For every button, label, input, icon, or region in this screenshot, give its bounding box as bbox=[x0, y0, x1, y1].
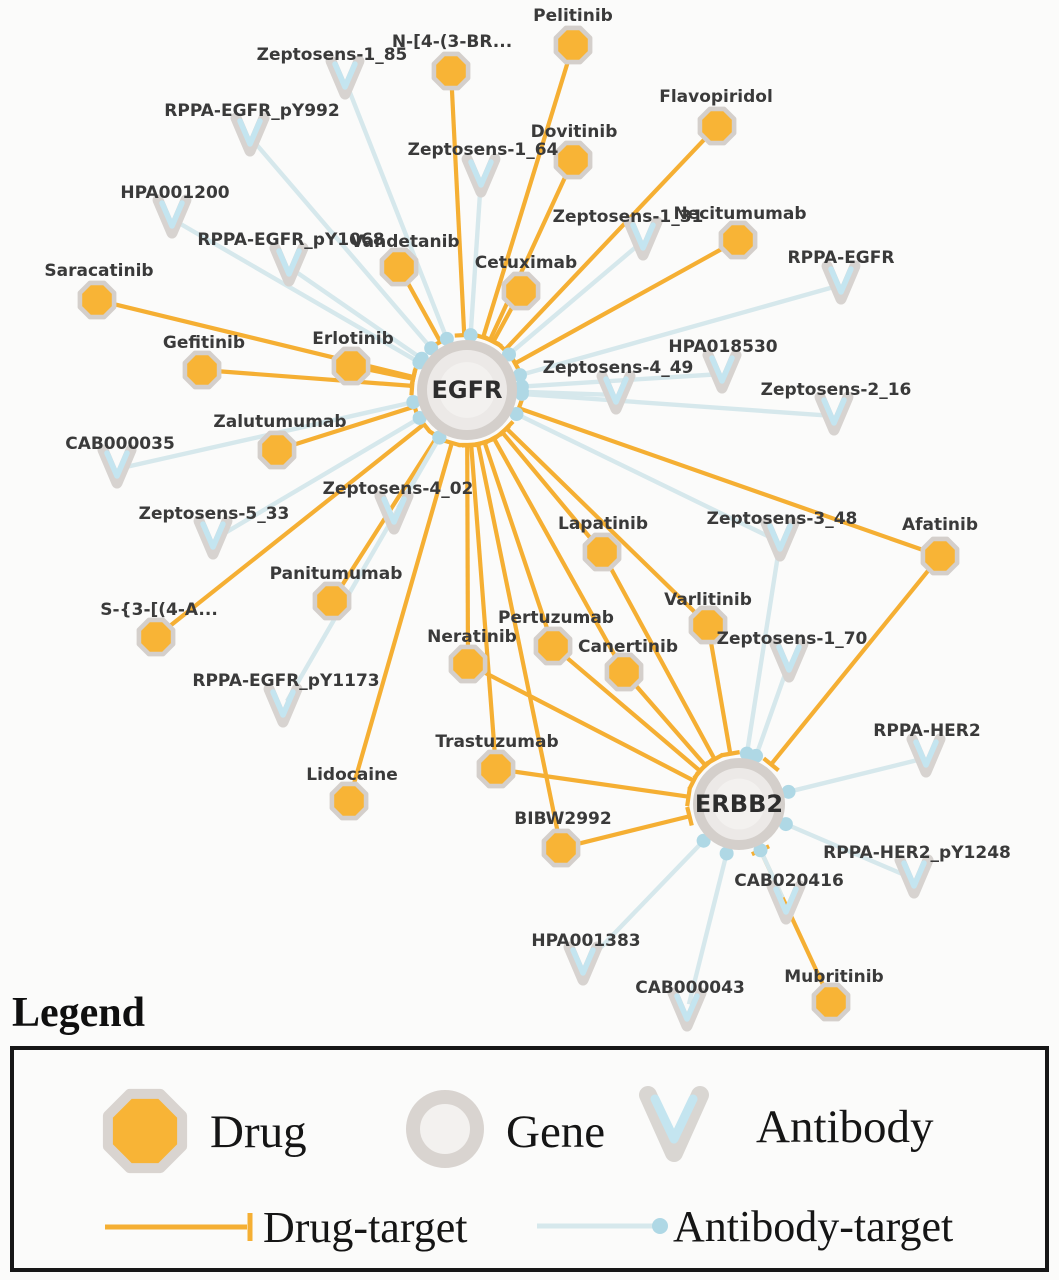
node-hpa018530[interactable] bbox=[708, 355, 736, 388]
node-label-zeptosens_1_31: Zeptosens-1_31 bbox=[552, 207, 704, 227]
node-pertuzumab[interactable] bbox=[536, 629, 570, 663]
node-label-rppa_egfr_py992: RPPA-EGFR_pY992 bbox=[164, 101, 340, 121]
node-pelitinib[interactable] bbox=[556, 28, 590, 62]
node-cab000035[interactable] bbox=[103, 450, 131, 483]
node-label-cab000043: CAB000043 bbox=[635, 978, 745, 998]
node-bibw2992[interactable] bbox=[544, 831, 578, 865]
node-label-rppa_her2_py1248: RPPA-HER2_pY1248 bbox=[823, 843, 1011, 863]
node-trastuzumab[interactable] bbox=[479, 752, 513, 786]
legend-box bbox=[10, 1046, 1049, 1272]
node-label-panitumumab: Panitumumab bbox=[269, 564, 403, 584]
node-vandetanib[interactable] bbox=[382, 250, 416, 284]
node-label-lapatinib: Lapatinib bbox=[558, 514, 648, 534]
node-EGFR[interactable] bbox=[422, 345, 512, 435]
node-label-zeptosens_1_85: Zeptosens-1_85 bbox=[256, 45, 408, 65]
node-label-zeptosens_1_70: Zeptosens-1_70 bbox=[716, 629, 868, 649]
legend-drug-label: Drug bbox=[210, 1106, 307, 1158]
node-label-pelitinib: Pelitinib bbox=[533, 6, 613, 26]
node-label-zeptosens_5_33: Zeptosens-5_33 bbox=[138, 504, 290, 524]
node-label-s_3_4_a: S-{3-[(4-A... bbox=[100, 600, 218, 620]
node-zeptosens_5_33[interactable] bbox=[199, 521, 227, 554]
node-saracatinib[interactable] bbox=[80, 283, 114, 317]
node-zeptosens_1_85[interactable] bbox=[331, 61, 359, 94]
node-neratinib[interactable] bbox=[451, 647, 485, 681]
node-label-flavopiridol: Flavopiridol bbox=[659, 87, 773, 107]
node-afatinib[interactable] bbox=[923, 539, 957, 573]
node-label-afatinib: Afatinib bbox=[901, 515, 979, 535]
node-necitumumab[interactable] bbox=[721, 223, 755, 257]
node-label-trastuzumab: Trastuzumab bbox=[435, 732, 559, 752]
node-lapatinib[interactable] bbox=[585, 535, 619, 569]
edge-zeptosens_3_48-ERBB2 bbox=[740, 550, 779, 761]
node-label-hpa001200: HPA001200 bbox=[120, 183, 230, 203]
node-hpa001383[interactable] bbox=[569, 947, 597, 980]
edge-rppa_her2-ERBB2 bbox=[782, 760, 919, 799]
node-label-zeptosens_3_48: Zeptosens-3_48 bbox=[706, 509, 858, 529]
legend-gene-label: Gene bbox=[506, 1106, 606, 1158]
node-label-cab020416: CAB020416 bbox=[734, 871, 844, 891]
node-rppa_her2[interactable] bbox=[912, 739, 940, 772]
node-zeptosens_2_16[interactable] bbox=[820, 397, 848, 430]
drug-octagon-icon bbox=[108, 1094, 182, 1168]
node-n_4_3_br[interactable] bbox=[434, 54, 468, 88]
node-zalutumumab[interactable] bbox=[260, 433, 294, 467]
node-s_3_4_a[interactable] bbox=[139, 620, 173, 654]
node-label-rppa_egfr_py1173: RPPA-EGFR_pY1173 bbox=[192, 671, 380, 691]
node-lidocaine[interactable] bbox=[332, 784, 366, 818]
node-label-neratinib: Neratinib bbox=[427, 627, 517, 647]
node-label-cab000035: CAB000035 bbox=[65, 434, 175, 454]
node-panitumumab[interactable] bbox=[315, 584, 349, 618]
node-label-hpa018530: HPA018530 bbox=[668, 337, 778, 357]
node-label-zeptosens_2_16: Zeptosens-2_16 bbox=[760, 380, 912, 400]
gene-circle-icon bbox=[413, 1097, 477, 1161]
node-label-zeptosens_1_64: Zeptosens-1_64 bbox=[407, 140, 559, 160]
edge-varlitinib-ERBB2 bbox=[711, 640, 740, 756]
node-hpa001200[interactable] bbox=[158, 200, 186, 233]
node-label-varlitinib: Varlitinib bbox=[664, 590, 752, 610]
node-label-vandetanib: Vandetanib bbox=[350, 232, 460, 252]
node-cetuximab[interactable] bbox=[504, 274, 538, 308]
legend-antibody-target-label: Antibody-target bbox=[673, 1202, 954, 1251]
node-canertinib[interactable] bbox=[607, 655, 641, 689]
node-flavopiridol[interactable] bbox=[700, 109, 734, 143]
legend-antibody-label: Antibody bbox=[756, 1101, 934, 1153]
node-rppa_egfr[interactable] bbox=[827, 266, 855, 299]
node-label-pertuzumab: Pertuzumab bbox=[498, 608, 614, 628]
edge-flavopiridol-EGFR bbox=[498, 137, 707, 357]
node-erlotinib[interactable] bbox=[334, 349, 368, 383]
edge-zeptosens_1_85-EGFR bbox=[348, 87, 454, 345]
node-label-erlotinib: Erlotinib bbox=[312, 329, 394, 349]
node-mubritinib[interactable] bbox=[814, 985, 848, 1019]
node-rppa_egfr_py1173[interactable] bbox=[269, 689, 297, 722]
legend-title: Legend bbox=[12, 990, 146, 1036]
gene-label-ERBB2: ERBB2 bbox=[694, 790, 784, 818]
legend-drug-target-label: Drug-target bbox=[263, 1203, 468, 1252]
node-label-n_4_3_br: N-[4-(3-BR... bbox=[391, 32, 513, 52]
node-dovitinib[interactable] bbox=[556, 143, 590, 177]
node-rppa_her2_py1248[interactable] bbox=[900, 860, 928, 893]
node-label-rppa_egfr_py1068: RPPA-EGFR_pY1068 bbox=[197, 230, 385, 250]
edge-canertinib-ERBB2 bbox=[634, 683, 713, 771]
node-label-necitumumab: Necitumumab bbox=[673, 204, 807, 224]
edge-n_4_3_br-EGFR bbox=[452, 86, 474, 336]
node-label-bibw2992: BIBW2992 bbox=[514, 809, 612, 829]
node-label-hpa001383: HPA001383 bbox=[531, 931, 641, 951]
gene-label-EGFR: EGFR bbox=[431, 376, 503, 404]
node-label-saracatinib: Saracatinib bbox=[44, 261, 154, 281]
edge-layer bbox=[112, 59, 931, 1004]
node-label-canertinib: Canertinib bbox=[577, 637, 679, 657]
node-gefitinib[interactable] bbox=[185, 353, 219, 387]
node-label-cetuximab: Cetuximab bbox=[474, 253, 578, 273]
node-label-zeptosens_4_49: Zeptosens-4_49 bbox=[542, 358, 694, 378]
node-label-rppa_her2: RPPA-HER2 bbox=[873, 721, 981, 741]
node-label-dovitinib: Dovitinib bbox=[530, 122, 618, 142]
node-zeptosens_1_64[interactable] bbox=[467, 159, 495, 192]
node-label-zeptosens_4_02: Zeptosens-4_02 bbox=[322, 479, 474, 499]
node-ERBB2[interactable] bbox=[695, 763, 783, 845]
node-label-rppa_egfr: RPPA-EGFR bbox=[787, 248, 895, 268]
node-label-mubritinib: Mubritinib bbox=[784, 967, 884, 987]
node-label-zalutumumab: Zalutumumab bbox=[213, 412, 347, 432]
node-label-gefitinib: Gefitinib bbox=[162, 333, 246, 353]
legend-graphic bbox=[14, 1050, 1037, 1260]
edge-trastuzumab-ERBB2 bbox=[511, 771, 690, 806]
antibody-target-dot-icon bbox=[652, 1218, 668, 1234]
node-label-lidocaine: Lidocaine bbox=[306, 765, 398, 785]
